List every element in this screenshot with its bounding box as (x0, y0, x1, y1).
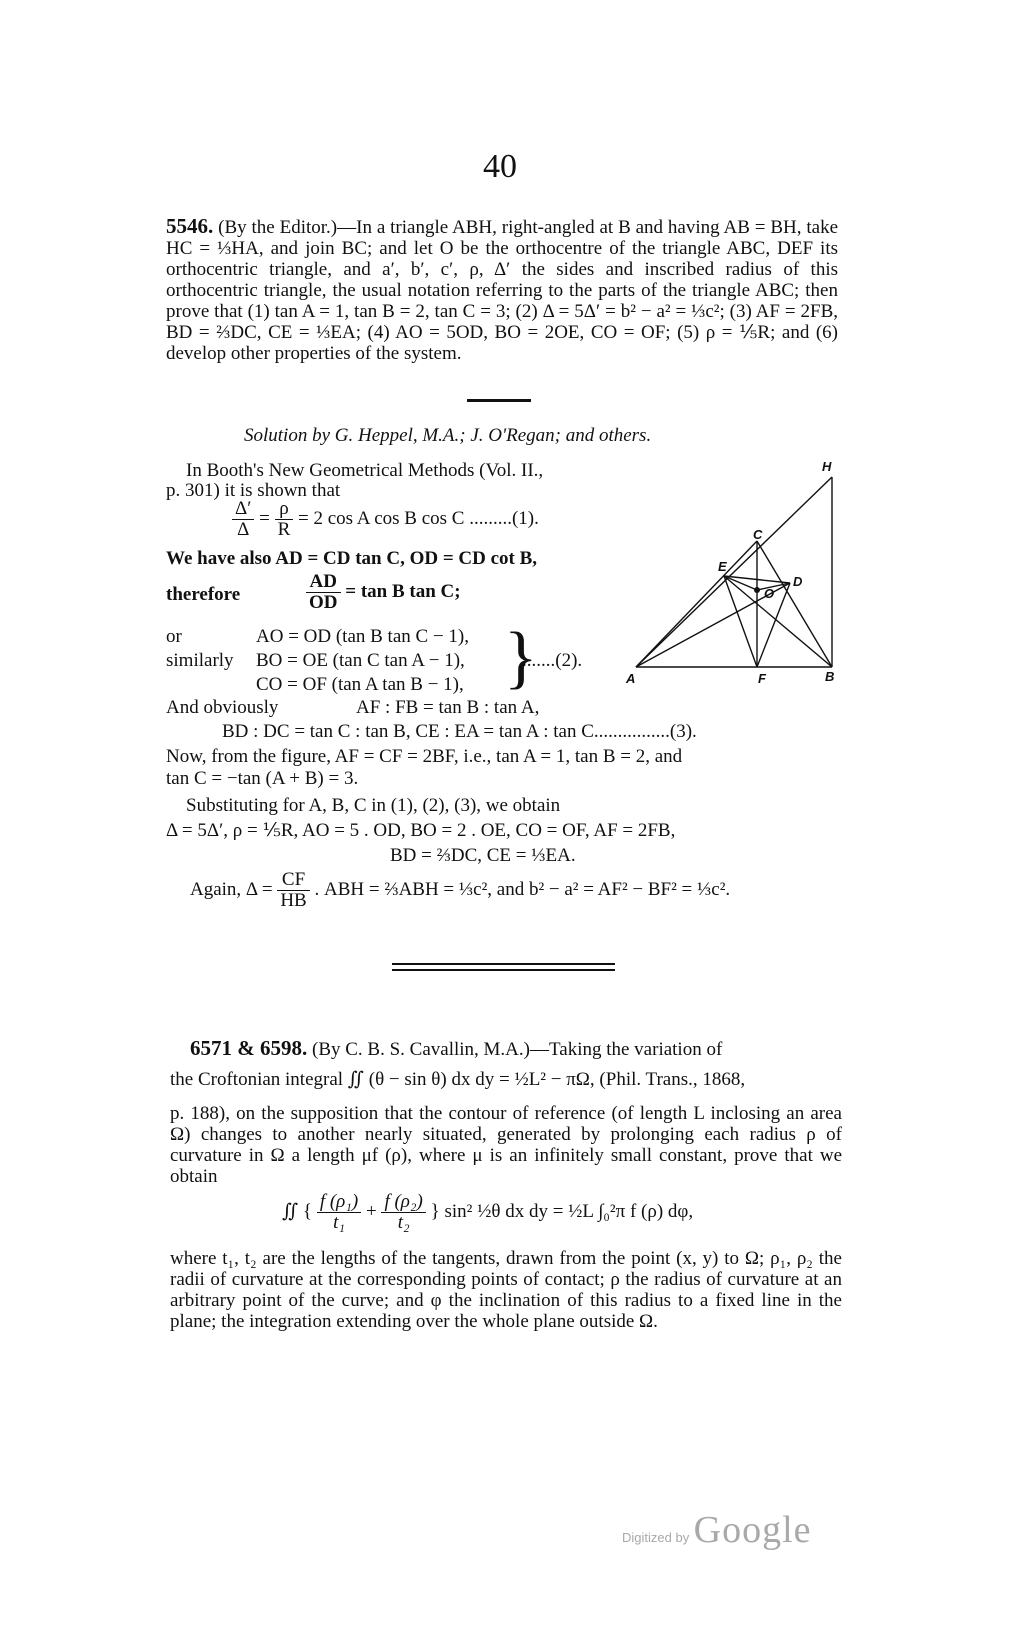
fraction-denominator: t₁ (333, 1212, 345, 1233)
solution-line: tan C = −tan (A + B) = 3. (166, 768, 359, 789)
equation-2-label: .......(2). (522, 650, 583, 671)
solution-line: AF : FB = tan B : tan A, (356, 697, 540, 718)
problem-number: 5546. (166, 214, 214, 238)
equation-3: BD : DC = tan C : tan B, CE : EA = tan A : tan C................(3). (222, 721, 697, 742)
equation-text: = 2 cos A cos B cos C .........(1). (298, 507, 539, 529)
label-F: F (758, 671, 766, 686)
label-H: H (822, 459, 832, 474)
solution-line: Now, from the figure, AF = CF = 2BF, i.e., tan A = 1, tan B = 2, and (166, 746, 683, 767)
equation-text: . ABH = ⅔ABH = ⅓c², and b² − a² = AF² − BF² = ⅓c². (314, 878, 731, 900)
equation-variation (282, 1192, 693, 1233)
similarly-label: similarly (166, 650, 234, 671)
fraction-denominator: OD (309, 592, 338, 613)
problem-6571-conclusion: where t₁, t₂ are the lengths of the tangents, drawn from the point (x, y) to Ω; ρ₁, ρ₂ the radii of curvature at the corresponding points of contact; ρ the radius of curvature at an arbitrary point of the curve; and φ the inclination of this radius to a fixed line in the plane; the integration extending over the whole plane outside Ω. (170, 1248, 842, 1332)
solution-heading: Solution by G. Heppel, M.A.; J. O'Regan; and others. (244, 425, 652, 446)
equation-again (190, 870, 730, 911)
problem-number: 6571 & 6598. (190, 1036, 308, 1060)
fraction-denominator: HB (280, 890, 307, 911)
solution-line: p. 301) it is shown that (166, 480, 341, 501)
fraction-denominator: t₂ (397, 1212, 410, 1233)
section-divider (467, 399, 531, 402)
fraction-denominator: R (277, 519, 291, 540)
equation-text: ∬ { (282, 1200, 313, 1222)
google-watermark (622, 1508, 812, 1552)
equation-therefore (306, 572, 461, 613)
equation-text: + (365, 1200, 377, 1222)
equation-text: } sin² ½θ dx dy = ½L ∫₀²π f (ρ) dφ, (430, 1200, 694, 1222)
watermark-prefix: Digitized by (622, 1530, 690, 1545)
fraction-numerator: f (ρ₁) (317, 1192, 361, 1213)
equation-2b: BO = OE (tan C tan A − 1), (256, 650, 465, 671)
label-E: E (718, 559, 727, 574)
page-number: 40 (483, 148, 517, 185)
equation-text: Again, Δ = (190, 878, 273, 900)
fraction-numerator: Δ′ (232, 499, 254, 520)
equation-text: = tan B tan C; (345, 580, 461, 602)
label-O: O (764, 586, 775, 601)
label-C: C (753, 527, 763, 542)
fraction-numerator: AD (306, 572, 341, 593)
problem-6571-second-line: the Croftonian integral ∬ (θ − sin θ) dx dy = ½L² − πΩ, (Phil. Trans., 1868, (170, 1069, 746, 1090)
fraction-denominator: Δ (237, 519, 250, 540)
figure-lines (636, 477, 832, 667)
brace: } (504, 619, 538, 696)
fraction-numerator: f (ρ₂) (381, 1192, 425, 1213)
equation-1: $\frac{\Delta'}{\Delta}$ = $\frac{\rho}{R}$ = 2 cos A cos B cos C .........(1). (232, 499, 539, 540)
equation-2c: CO = OF (tan A tan B − 1), (256, 674, 464, 695)
label-A: A (626, 671, 636, 686)
therefore-label: therefore (166, 584, 241, 605)
orthocentre-point (754, 587, 760, 593)
solution-line: And obviously (166, 697, 279, 718)
solution-line: BD = ⅔DC, CE = ⅓EA. (390, 845, 576, 866)
label-D: D (793, 574, 803, 589)
double-rule-bottom (392, 969, 615, 971)
triangle-figure (620, 455, 845, 690)
solution-line: Substituting for A, B, C in (1), (2), (3), we obtain (186, 795, 561, 816)
problem-statement: (By the Editor.)—In a triangle ABH, right-angled at B and having AB = BH, take HC = ⅓HA, and join BC; and let O be the orthocentre of the triangle ABC, DEF its orthocentric triangle, and a′, b′, c′, ρ, Δ′ the sides and inscribed radius of this orthocentric triangle, the usual notation referring to the parts of the triangle ABC; then prove that (1) tan A = 1, tan B = 2, tan C = 3; (2) Δ = 5Δ′ = b² − a² = ⅓c²; (3) AF = 2FB, BD = ⅔DC, CE = ⅓EA; (4) AO = 5OD, BO = 2OE, CO = OF; (5) ρ = ⅕R; and (6) develop other properties of the system. (166, 217, 839, 364)
google-logo: Google (693, 1509, 812, 1551)
or-label: or (166, 626, 182, 647)
solution-line: In Booth's New Geometrical Methods (Vol. II., (186, 460, 544, 481)
solution-line: Δ = 5Δ′, ρ = ⅕R, AO = 5 . OD, BO = 2 . OE, CO = OF, AF = 2FB, (166, 820, 676, 841)
problem-5546 (166, 216, 838, 364)
equation-2a: AO = OD (tan B tan C − 1), (256, 626, 469, 647)
problem-6571-first-line (190, 1037, 722, 1061)
double-rule-top (392, 963, 615, 965)
fraction-numerator: ρ (275, 499, 294, 520)
label-B: B (825, 669, 835, 684)
problem-text: (By C. B. S. Cavallin, M.A.)—Taking the variation of (312, 1039, 723, 1060)
fraction-numerator: CF (277, 870, 309, 891)
problem-6571-body: p. 188), on the supposition that the contour of reference (of length L inclosing an area Ω) changes to another nearly situated, generated by prolonging each radius ρ of curvature in Ω a length μf (ρ), where μ is an infinitely small constant, prove that we obtain (170, 1103, 842, 1187)
solution-line: We have also AD = CD tan C, OD = CD cot B, (166, 548, 538, 569)
